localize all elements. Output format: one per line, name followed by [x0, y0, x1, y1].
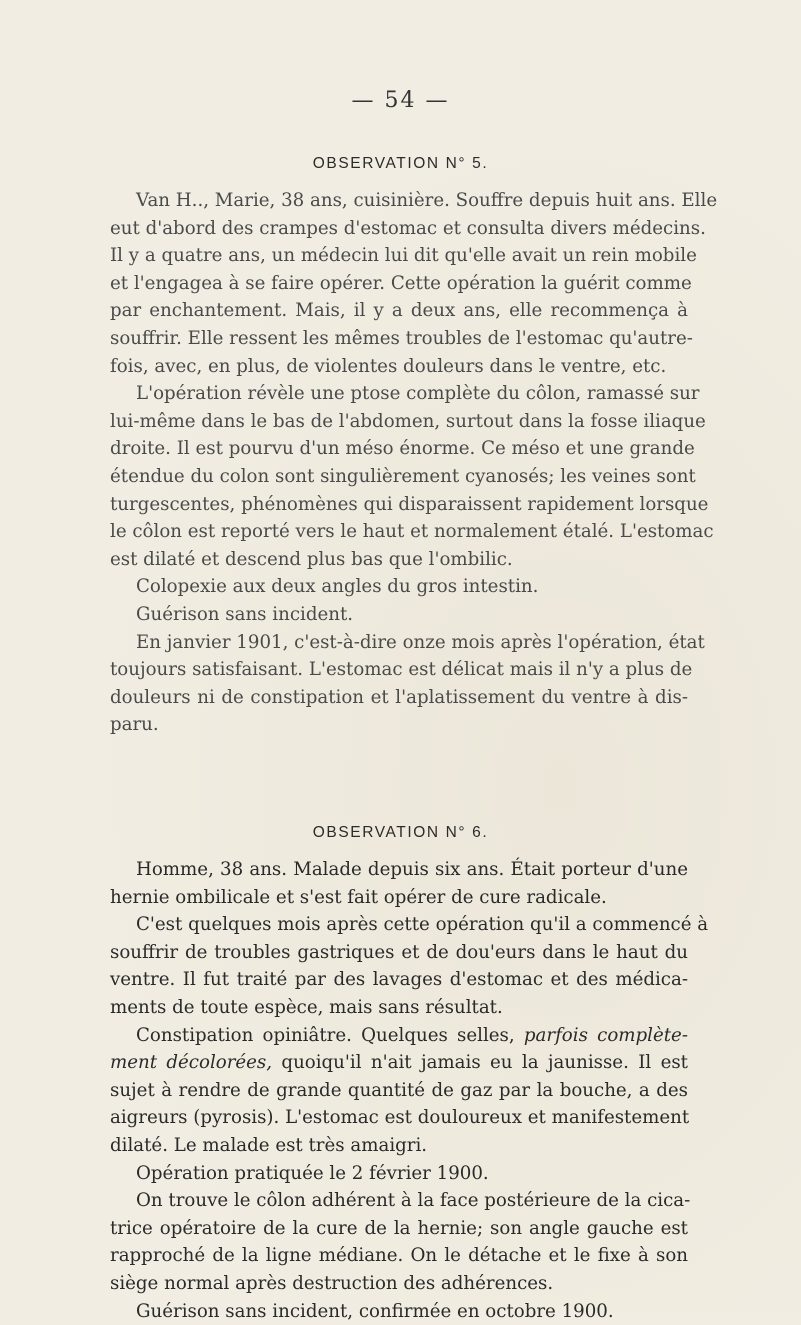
italic-text-run: parfois complète- [524, 1025, 688, 1046]
text-line: par enchantement. Mais, il y a deux ans, elle recommença à [110, 297, 688, 325]
text-run: Constipation opiniâtre. Quelques selles, [136, 1025, 515, 1046]
text-line: Homme, 38 ans. Malade depuis six ans. Était porteur d'une [110, 856, 688, 884]
text-line: toujours satisfaisant. L'estomac est délicat mais il n'y a plus de [110, 656, 688, 684]
text-line: le côlon est reporté vers le haut et normalement étalé. L'estomac [110, 518, 688, 546]
text-line: eut d'abord des crampes d'estomac et consulta divers médecins. [110, 215, 688, 243]
observation-6-heading: OBSERVATION N° 6. [0, 824, 801, 842]
observation-5-heading: OBSERVATION N° 5. [0, 155, 801, 173]
text-line: rapproché de la ligne médiane. On le détache et le fixe à son [110, 1242, 688, 1270]
text-line: L'opération révèle une ptose complète du côlon, ramassé sur [110, 380, 688, 408]
text-line: paru. [110, 711, 688, 739]
text-line: trice opératoire de la cure de la hernie; son angle gauche est [110, 1215, 688, 1243]
text-line: souffrir de troubles gastriques et de dou'eurs dans le haut du [110, 939, 688, 967]
text-line: Il y a quatre ans, un médecin lui dit qu'elle avait un rein mobile [110, 242, 688, 270]
text-line [110, 1049, 688, 1077]
text-line: fois, avec, en plus, de violentes douleurs dans le ventre, etc. [110, 353, 688, 381]
text-line: C'est quelques mois après cette opération qu'il a commencé à [110, 911, 688, 939]
text-line: Opération pratiquée le 2 février 1900. [110, 1160, 688, 1188]
text-line: ventre. Il fut traité par des lavages d'estomac et des médica- [110, 966, 688, 994]
text-line: Van H.., Marie, 38 ans, cuisinière. Souffre depuis huit ans. Elle [110, 187, 688, 215]
text-line: étendue du colon sont singulièrement cyanosés; les veines sont [110, 463, 688, 491]
text-line: est dilaté et descend plus bas que l'ombilic. [110, 546, 688, 574]
text-run: quoiqu'il n'ait jamais eu la jaunisse. Il est [281, 1052, 688, 1073]
page-number: — 54 — [0, 88, 801, 113]
observation-6-text [110, 856, 688, 1325]
text-line: droite. Il est pourvu d'un méso énorme. Ce méso et une grande [110, 435, 688, 463]
text-line: sujet à rendre de grande quantité de gaz par la bouche, a des [110, 1077, 688, 1105]
text-line: turgescentes, phénomènes qui disparaissent rapidement lorsque [110, 491, 688, 519]
text-line: Guérison sans incident. [110, 601, 688, 629]
text-line: dilaté. Le malade est très amaigri. [110, 1132, 688, 1160]
text-line: On trouve le côlon adhérent à la face postérieure de la cica- [110, 1187, 688, 1215]
text-line: siège normal après destruction des adhérences. [110, 1270, 688, 1298]
text-line: souffrir. Elle ressent les mêmes troubles de l'estomac qu'autre- [110, 325, 688, 353]
text-line: douleurs ni de constipation et l'aplatissement du ventre à dis- [110, 684, 688, 712]
text-line: et l'engagea à se faire opérer. Cette opération la guérit comme [110, 270, 688, 298]
text-line: Colopexie aux deux angles du gros intestin. [110, 573, 688, 601]
italic-text-run: ment décolorées, [110, 1052, 272, 1073]
text-line: hernie ombilicale et s'est fait opérer de cure radicale. [110, 884, 688, 912]
text-line: En janvier 1901, c'est-à-dire onze mois après l'opération, état [110, 629, 688, 657]
text-line: ments de toute espèce, mais sans résultat. [110, 994, 688, 1022]
text-line: aigreurs (pyrosis). L'estomac est douloureux et manifestement [110, 1104, 688, 1132]
observation-5-text [110, 187, 688, 739]
text-line: Guérison sans incident, confirmée en octobre 1900. [110, 1298, 688, 1325]
text-line [110, 1022, 688, 1050]
text-line: lui-même dans le bas de l'abdomen, surtout dans la fosse iliaque [110, 408, 688, 436]
